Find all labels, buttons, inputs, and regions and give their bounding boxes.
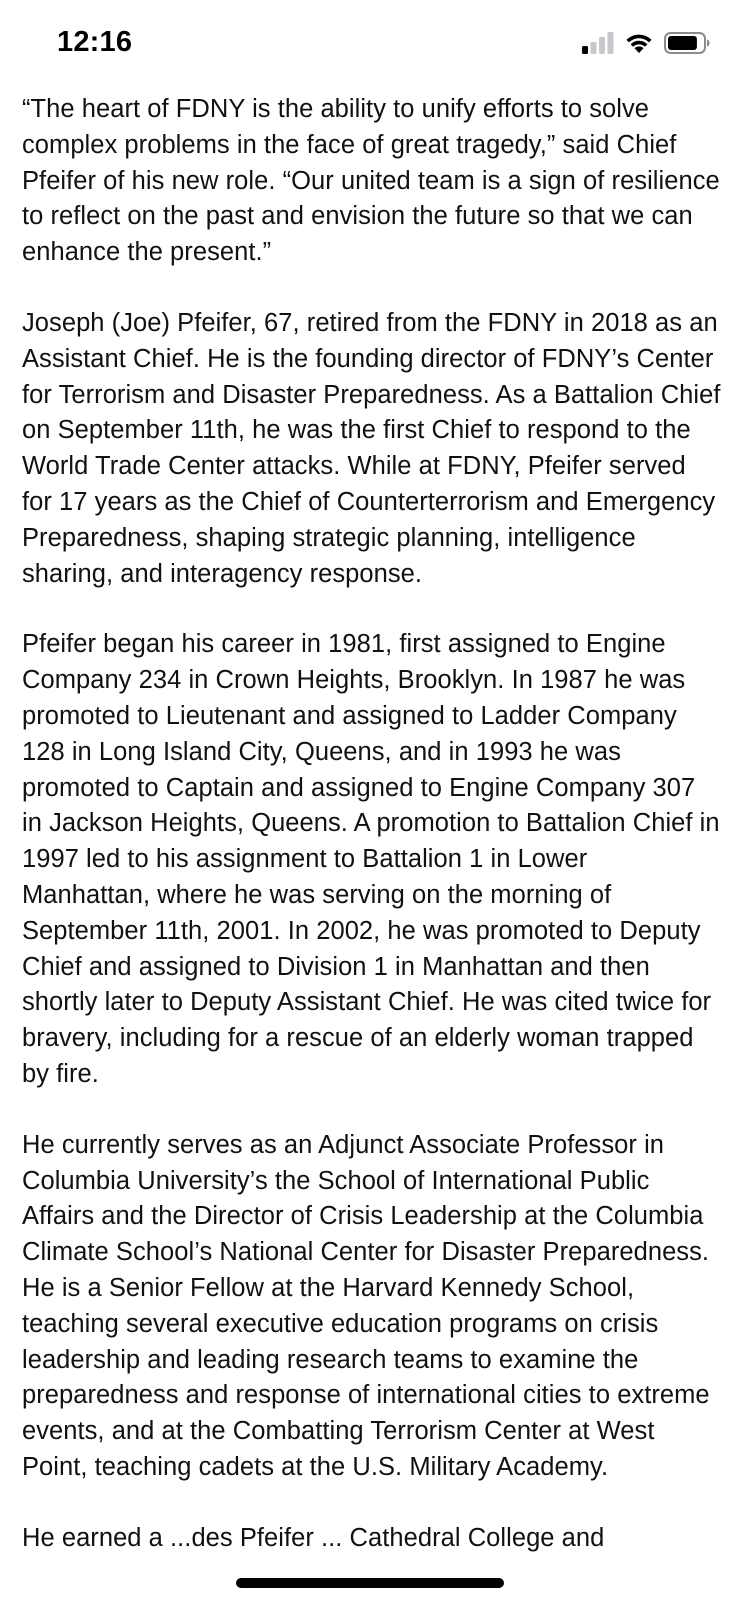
article-paragraph-academic: He currently serves as an Adjunct Associate Professor in Columbia University’s the School of International Public Affairs and the Director of Crisis Leadership at the Columbia Climate School’s National Center for Disaster Preparedness. He is a Senior Fellow at the Harvard Kennedy School, teaching several executive education programs on crisis leadership and leading research teams to examine the preparedness and response of international cities to extreme events, and at the Combatting Terrorism Center at West Point, teaching cadets at the U.S. Military Academy. <box>22 1130 710 1481</box>
article-paragraph-bio: Joseph (Joe) Pfeifer, 67, retired from the FDNY in 2018 as an Assistant Chief. He is the founding director of FDNY’s Center for Terrorism and Disaster Preparedness. As a Battalion Chief on September 11th, he was the first Chief to respond to the World Trade Center attacks. While at FDNY, Pfeifer served for 17 years as the Chief of Counterterrorism and Emergency Preparedness, shaping strategic planning, intelligence sharing, and interagency response. <box>22 308 721 588</box>
article-paragraph-partial: He earned a ...des Pfeifer ... Cathedral College and <box>22 1523 605 1552</box>
wifi-icon <box>624 32 654 54</box>
signal-icon <box>582 32 614 54</box>
article-paragraph-career: Pfeifer began his career in 1981, first assigned to Engine Company 234 in Crown Heights, Brooklyn. In 1987 he was promoted to Lieutenant and assigned to Ladder Company 128 in Long Island City, Queens, and in 1993 he was promoted to Captain and assigned to Engine Company 307 in Jackson Heights, Queens. A promotion to Battalion Chief in 1997 led to his assignment to Battalion 1 in Lower Manhattan, where he was serving on the morning of September 11th, 2001. In 2002, he was promoted to Deputy Chief and assigned to Division 1 in Manhattan and then shortly later to Deputy Assistant Chief. He was cited twice for bravery, including for a rescue of an elderly woman trapped by fire. <box>22 630 720 1088</box>
home-indicator[interactable] <box>236 1578 504 1588</box>
status-time: 12:16 <box>57 26 133 58</box>
status-bar <box>0 0 740 90</box>
status-icons <box>582 32 710 54</box>
article-paragraph-quote: “The heart of FDNY is the ability to unify efforts to solve complex problems in the face of great tragedy,” said Chief Pfeifer of his new role. “Our united team is a sign of resilience to reflect on the past and envision the future so that we can enhance the present.” <box>22 95 720 267</box>
battery-icon <box>664 32 710 54</box>
article-body <box>22 92 722 1596</box>
